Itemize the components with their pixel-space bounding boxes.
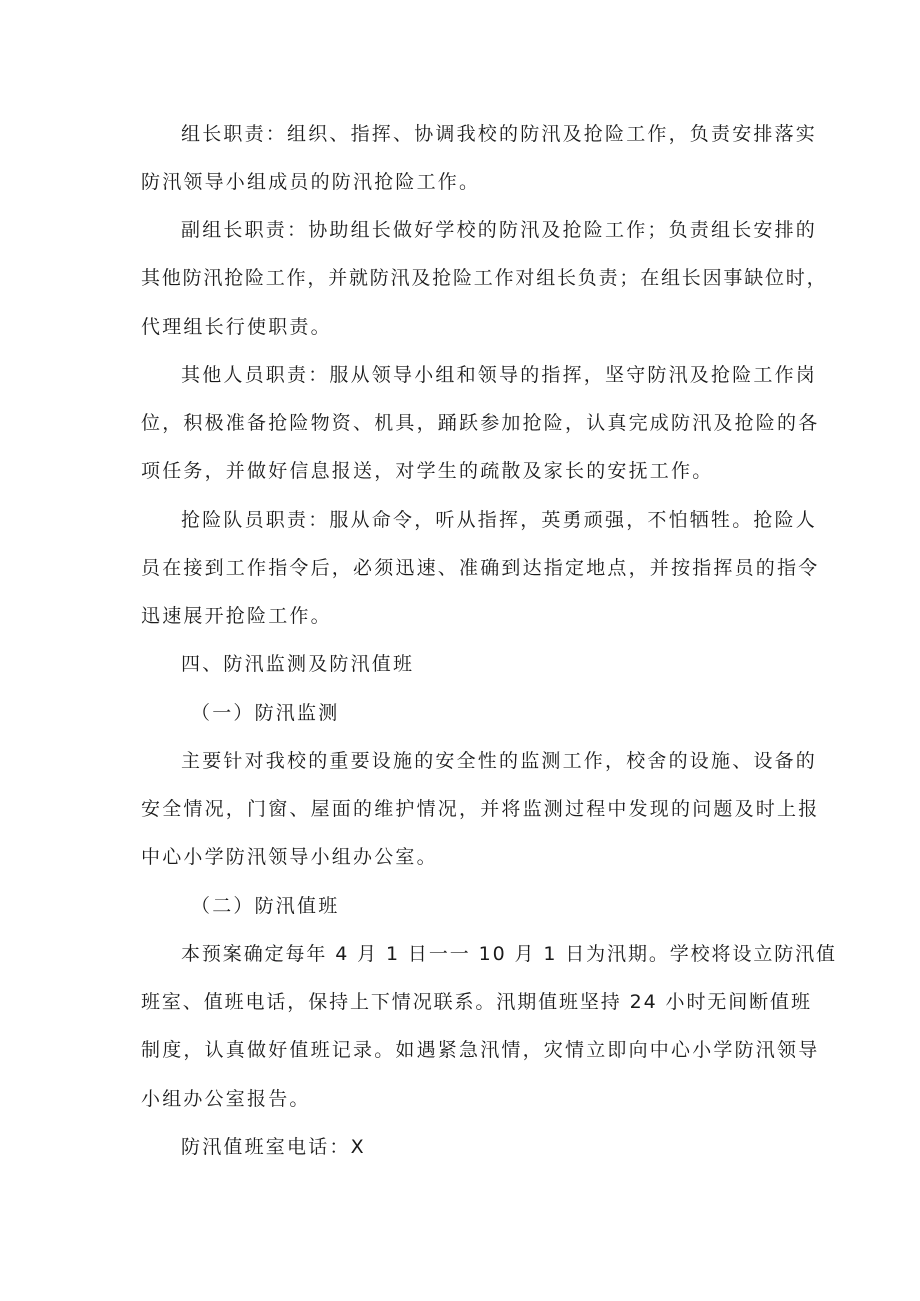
duty-text-line-4: 小组办公室报告。 bbox=[141, 1088, 311, 1110]
leader-duties-line-1: 组长职责：组织、指挥、协调我校的防汛及抢险工作，负责安排落实 bbox=[181, 123, 818, 145]
deputy-leader-duties-line-2: 其他防汛抢险工作，并就防汛及抢险工作对组长负责；在组长因事缺位时， bbox=[141, 267, 828, 289]
duty-text-line-3: 制度，认真做好值班记录。如遇紧急汛情，灾情立即向中心小学防汛领导 bbox=[141, 1039, 820, 1061]
deputy-leader-duties-line-3: 代理组长行使职责。 bbox=[141, 316, 332, 338]
rescue-team-duties-line-2: 员在接到工作指令后，必须迅速、准确到达指定地点，并按指挥员的指令 bbox=[141, 557, 820, 579]
duty-text-line-1: 本预案确定每年 4 月 1 日一一 10 月 1 日为汛期。学校将设立防汛值 bbox=[181, 943, 837, 965]
rescue-team-duties-line-1: 抢险队员职责：服从命令，听从指挥，英勇顽强，不怕牺牲。抢险人 bbox=[181, 509, 818, 531]
subheading-duty: （二）防汛值班 bbox=[191, 895, 340, 917]
rescue-team-duties-line-3: 迅速展开抢险工作。 bbox=[141, 605, 332, 627]
duty-phone: 防汛值班室电话：X bbox=[181, 1136, 366, 1158]
section-heading-4: 四、防汛监测及防汛值班 bbox=[181, 653, 415, 675]
subheading-monitoring: （一）防汛监测 bbox=[191, 702, 340, 724]
deputy-leader-duties-line-1: 副组长职责：协助组长做好学校的防汛及抢险工作；负责组长安排的 bbox=[181, 219, 818, 241]
duty-text-line-2: 班室、值班电话，保持上下情况联系。汛期值班坚持 24 小时无间断值班 bbox=[141, 991, 812, 1013]
monitoring-text-line-2: 安全情况，门窗、屋面的维护情况，并将监测过程中发现的问题及时上报 bbox=[141, 798, 820, 820]
other-staff-duties-line-3: 项任务，并做好信息报送，对学生的疏散及家长的安抚工作。 bbox=[141, 460, 714, 482]
leader-duties-line-2: 防汛领导小组成员的防汛抢险工作。 bbox=[141, 171, 481, 193]
other-staff-duties-line-2: 位，积极准备抢险物资、机具，踊跃参加抢险，认真完成防汛及抢险的各 bbox=[141, 412, 820, 434]
monitoring-text-line-3: 中心小学防汛领导小组办公室。 bbox=[141, 846, 438, 868]
monitoring-text-line-1: 主要针对我校的重要设施的安全性的监测工作，校舍的设施、设备的 bbox=[181, 750, 818, 772]
other-staff-duties-line-1: 其他人员职责：服从领导小组和领导的指挥，坚守防汛及抢险工作岗 bbox=[181, 364, 818, 386]
